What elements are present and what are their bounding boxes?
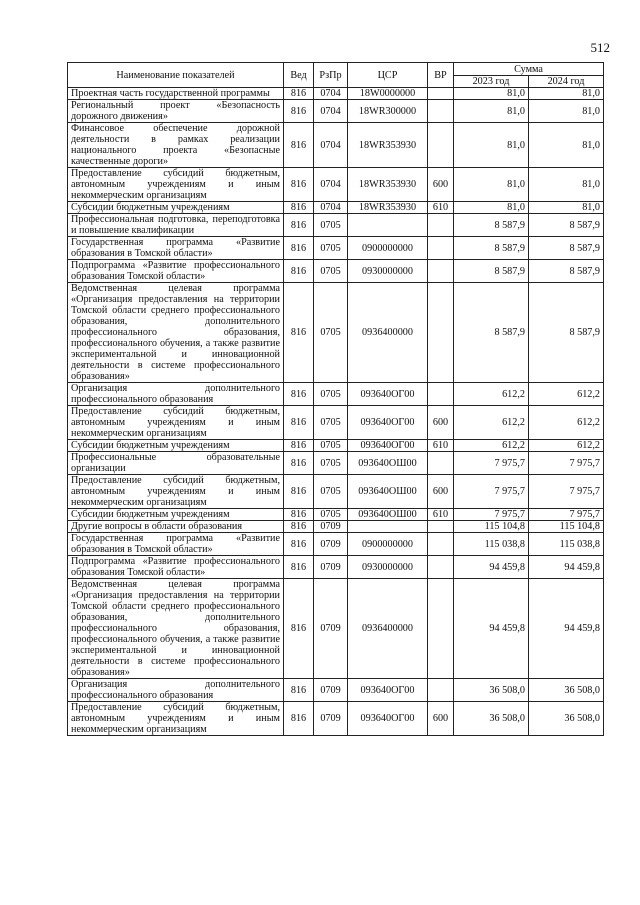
cell-vr: 610	[428, 440, 454, 452]
cell-sum-2023: 8 587,9	[454, 260, 529, 283]
table-row	[68, 475, 604, 509]
cell-csr: 0936400000	[348, 579, 428, 679]
cell-name: Подпрограмма «Развитие профессионального образования Томской области»	[68, 556, 284, 579]
cell-ved: 816	[284, 509, 314, 521]
cell-sum-2023: 8 587,9	[454, 283, 529, 383]
cell-vr	[428, 100, 454, 123]
cell-csr: 0900000000	[348, 533, 428, 556]
cell-csr: 093640ОШ00	[348, 475, 428, 509]
cell-vr	[428, 260, 454, 283]
cell-name: Организация дополнительного профессионального образования	[68, 679, 284, 702]
cell-sum-2023: 612,2	[454, 440, 529, 452]
cell-sum-2024: 81,0	[529, 88, 604, 100]
cell-ved: 816	[284, 383, 314, 406]
cell-vr	[428, 556, 454, 579]
cell-vr	[428, 533, 454, 556]
table-row	[68, 406, 604, 440]
cell-csr: 18WR300000	[348, 100, 428, 123]
cell-name: Государственная программа «Развитие образования в Томской области»	[68, 533, 284, 556]
table-row	[68, 579, 604, 679]
cell-sum-2024: 7 975,7	[529, 475, 604, 509]
table-row	[68, 283, 604, 383]
cell-ved: 816	[284, 283, 314, 383]
cell-sum-2024: 612,2	[529, 406, 604, 440]
cell-rzpr: 0705	[314, 406, 348, 440]
table-row	[68, 237, 604, 260]
cell-ved: 816	[284, 260, 314, 283]
cell-name: Субсидии бюджетным учреждениям	[68, 440, 284, 452]
cell-rzpr: 0709	[314, 579, 348, 679]
cell-sum-2023: 81,0	[454, 123, 529, 168]
cell-rzpr: 0709	[314, 533, 348, 556]
cell-vr	[428, 237, 454, 260]
cell-rzpr: 0704	[314, 88, 348, 100]
cell-rzpr: 0705	[314, 452, 348, 475]
cell-vr	[428, 452, 454, 475]
budget-table	[67, 62, 604, 736]
header-year-2023: 2023 год	[454, 76, 529, 88]
cell-rzpr: 0705	[314, 237, 348, 260]
cell-csr: 093640ОШ00	[348, 452, 428, 475]
cell-ved: 816	[284, 521, 314, 533]
header-vr: ВР	[428, 63, 454, 88]
cell-sum-2023: 7 975,7	[454, 452, 529, 475]
cell-name: Финансовое обеспечение дорожной деятельности в рамках реализации национального проекта «Безопасные качественные дороги»	[68, 123, 284, 168]
cell-sum-2024: 7 975,7	[529, 452, 604, 475]
cell-name: Государственная программа «Развитие образования в Томской области»	[68, 237, 284, 260]
cell-vr: 610	[428, 202, 454, 214]
cell-name: Региональный проект «Безопасность дорожного движения»	[68, 100, 284, 123]
cell-ved: 816	[284, 533, 314, 556]
cell-rzpr: 0704	[314, 168, 348, 202]
cell-csr: 18WR353930	[348, 168, 428, 202]
cell-rzpr: 0705	[314, 283, 348, 383]
table-row	[68, 260, 604, 283]
cell-sum-2023: 94 459,8	[454, 556, 529, 579]
cell-sum-2023: 8 587,9	[454, 214, 529, 237]
cell-sum-2024: 94 459,8	[529, 556, 604, 579]
cell-vr	[428, 521, 454, 533]
cell-name: Предоставление субсидий бюджетным, автономным учреждениям и иным некоммерческим организациям	[68, 475, 284, 509]
cell-rzpr: 0705	[314, 383, 348, 406]
cell-ved: 816	[284, 679, 314, 702]
cell-sum-2023: 81,0	[454, 100, 529, 123]
cell-vr: 600	[428, 406, 454, 440]
table-row	[68, 123, 604, 168]
table-body	[68, 88, 604, 736]
cell-sum-2023: 8 587,9	[454, 237, 529, 260]
cell-sum-2023: 612,2	[454, 383, 529, 406]
header-ved: Вед	[284, 63, 314, 88]
cell-ved: 816	[284, 452, 314, 475]
cell-rzpr: 0705	[314, 509, 348, 521]
table-row	[68, 521, 604, 533]
cell-csr: 093640ОГ00	[348, 679, 428, 702]
cell-rzpr: 0704	[314, 100, 348, 123]
cell-csr: 0936400000	[348, 283, 428, 383]
cell-ved: 816	[284, 88, 314, 100]
cell-name: Проектная часть государственной программы	[68, 88, 284, 100]
cell-rzpr: 0709	[314, 702, 348, 736]
cell-csr: 18WR353930	[348, 123, 428, 168]
cell-csr: 093640ОГ00	[348, 406, 428, 440]
cell-csr: 0930000000	[348, 556, 428, 579]
cell-rzpr: 0704	[314, 202, 348, 214]
cell-rzpr: 0705	[314, 214, 348, 237]
cell-sum-2023: 81,0	[454, 202, 529, 214]
table-row	[68, 168, 604, 202]
cell-sum-2023: 115 038,8	[454, 533, 529, 556]
cell-name: Предоставление субсидий бюджетным, автономным учреждениям и иным некоммерческим организациям	[68, 168, 284, 202]
cell-name: Организация дополнительного профессионального образования	[68, 383, 284, 406]
cell-sum-2023: 7 975,7	[454, 509, 529, 521]
cell-sum-2023: 36 508,0	[454, 702, 529, 736]
table-row	[68, 679, 604, 702]
cell-csr: 0900000000	[348, 237, 428, 260]
table-row	[68, 509, 604, 521]
cell-sum-2024: 36 508,0	[529, 679, 604, 702]
cell-csr	[348, 521, 428, 533]
header-year-2024: 2024 год	[529, 76, 604, 88]
cell-sum-2024: 81,0	[529, 123, 604, 168]
table-row	[68, 383, 604, 406]
cell-sum-2024: 612,2	[529, 440, 604, 452]
cell-sum-2024: 8 587,9	[529, 237, 604, 260]
cell-vr	[428, 88, 454, 100]
cell-csr: 093640ОГ00	[348, 383, 428, 406]
cell-sum-2023: 94 459,8	[454, 579, 529, 679]
cell-name: Ведомственная целевая программа «Организация предоставления на территории Томской области среднего профессионального образования, дополнительного профессионального образования, профессионального обучения, а также развитие экспериментальной и инновационной деятельности в системе профессионального образования»	[68, 283, 284, 383]
cell-sum-2023: 81,0	[454, 88, 529, 100]
cell-vr	[428, 579, 454, 679]
cell-sum-2023: 612,2	[454, 406, 529, 440]
cell-ved: 816	[284, 100, 314, 123]
cell-ved: 816	[284, 237, 314, 260]
table-row	[68, 452, 604, 475]
cell-sum-2024: 612,2	[529, 383, 604, 406]
table-row	[68, 533, 604, 556]
cell-vr	[428, 283, 454, 383]
cell-csr: 093640ОШ00	[348, 509, 428, 521]
cell-sum-2024: 36 508,0	[529, 702, 604, 736]
cell-csr: 18W0000000	[348, 88, 428, 100]
cell-rzpr: 0705	[314, 260, 348, 283]
cell-sum-2024: 7 975,7	[529, 509, 604, 521]
cell-ved: 816	[284, 440, 314, 452]
cell-sum-2024: 8 587,9	[529, 283, 604, 383]
cell-rzpr: 0705	[314, 440, 348, 452]
cell-sum-2024: 81,0	[529, 202, 604, 214]
cell-name: Другие вопросы в области образования	[68, 521, 284, 533]
cell-sum-2024: 81,0	[529, 168, 604, 202]
cell-sum-2023: 81,0	[454, 168, 529, 202]
cell-ved: 816	[284, 123, 314, 168]
cell-vr	[428, 123, 454, 168]
cell-name: Субсидии бюджетным учреждениям	[68, 509, 284, 521]
cell-csr: 093640ОГ00	[348, 440, 428, 452]
table-row	[68, 202, 604, 214]
header-rzpr: РзПр	[314, 63, 348, 88]
table-header	[68, 63, 604, 88]
header-sum: Сумма	[454, 63, 604, 76]
cell-ved: 816	[284, 475, 314, 509]
cell-ved: 816	[284, 168, 314, 202]
cell-ved: 816	[284, 214, 314, 237]
table-row	[68, 100, 604, 123]
cell-sum-2023: 7 975,7	[454, 475, 529, 509]
cell-csr: 18WR353930	[348, 202, 428, 214]
cell-vr: 600	[428, 475, 454, 509]
cell-name: Ведомственная целевая программа «Организация предоставления на территории Томской области среднего профессионального образования, дополнительного профессионального образования, профессионального обучения, а также развитие экспериментальной и инновационной деятельности в системе профессионального образования»	[68, 579, 284, 679]
table-row	[68, 214, 604, 237]
cell-name: Предоставление субсидий бюджетным, автономным учреждениям и иным некоммерческим организациям	[68, 406, 284, 440]
cell-sum-2024: 115 104,8	[529, 521, 604, 533]
cell-rzpr: 0709	[314, 521, 348, 533]
cell-rzpr: 0709	[314, 679, 348, 702]
cell-name: Субсидии бюджетным учреждениям	[68, 202, 284, 214]
cell-vr	[428, 383, 454, 406]
cell-ved: 816	[284, 406, 314, 440]
cell-ved: 816	[284, 202, 314, 214]
cell-ved: 816	[284, 702, 314, 736]
header-name: Наименование показателей	[68, 63, 284, 88]
cell-vr	[428, 679, 454, 702]
cell-vr: 600	[428, 702, 454, 736]
cell-csr	[348, 214, 428, 237]
cell-rzpr: 0709	[314, 556, 348, 579]
cell-sum-2024: 115 038,8	[529, 533, 604, 556]
cell-name: Предоставление субсидий бюджетным, автономным учреждениям и иным некоммерческим организациям	[68, 702, 284, 736]
header-csr: ЦСР	[348, 63, 428, 88]
cell-name: Профессиональные образовательные организации	[68, 452, 284, 475]
cell-ved: 816	[284, 556, 314, 579]
table-row	[68, 440, 604, 452]
table-row	[68, 556, 604, 579]
cell-rzpr: 0705	[314, 475, 348, 509]
cell-sum-2023: 36 508,0	[454, 679, 529, 702]
cell-sum-2024: 8 587,9	[529, 260, 604, 283]
cell-name: Подпрограмма «Развитие профессионального образования Томской области»	[68, 260, 284, 283]
cell-sum-2024: 81,0	[529, 100, 604, 123]
table-row	[68, 702, 604, 736]
cell-ved: 816	[284, 579, 314, 679]
cell-vr	[428, 214, 454, 237]
page-number: 512	[590, 40, 610, 55]
cell-vr: 610	[428, 509, 454, 521]
cell-sum-2024: 8 587,9	[529, 214, 604, 237]
cell-sum-2024: 94 459,8	[529, 579, 604, 679]
cell-name: Профессиональная подготовка, переподготовка и повышение квалификации	[68, 214, 284, 237]
cell-csr: 093640ОГ00	[348, 702, 428, 736]
cell-sum-2023: 115 104,8	[454, 521, 529, 533]
cell-csr: 0930000000	[348, 260, 428, 283]
cell-rzpr: 0704	[314, 123, 348, 168]
cell-vr: 600	[428, 168, 454, 202]
table-row	[68, 88, 604, 100]
